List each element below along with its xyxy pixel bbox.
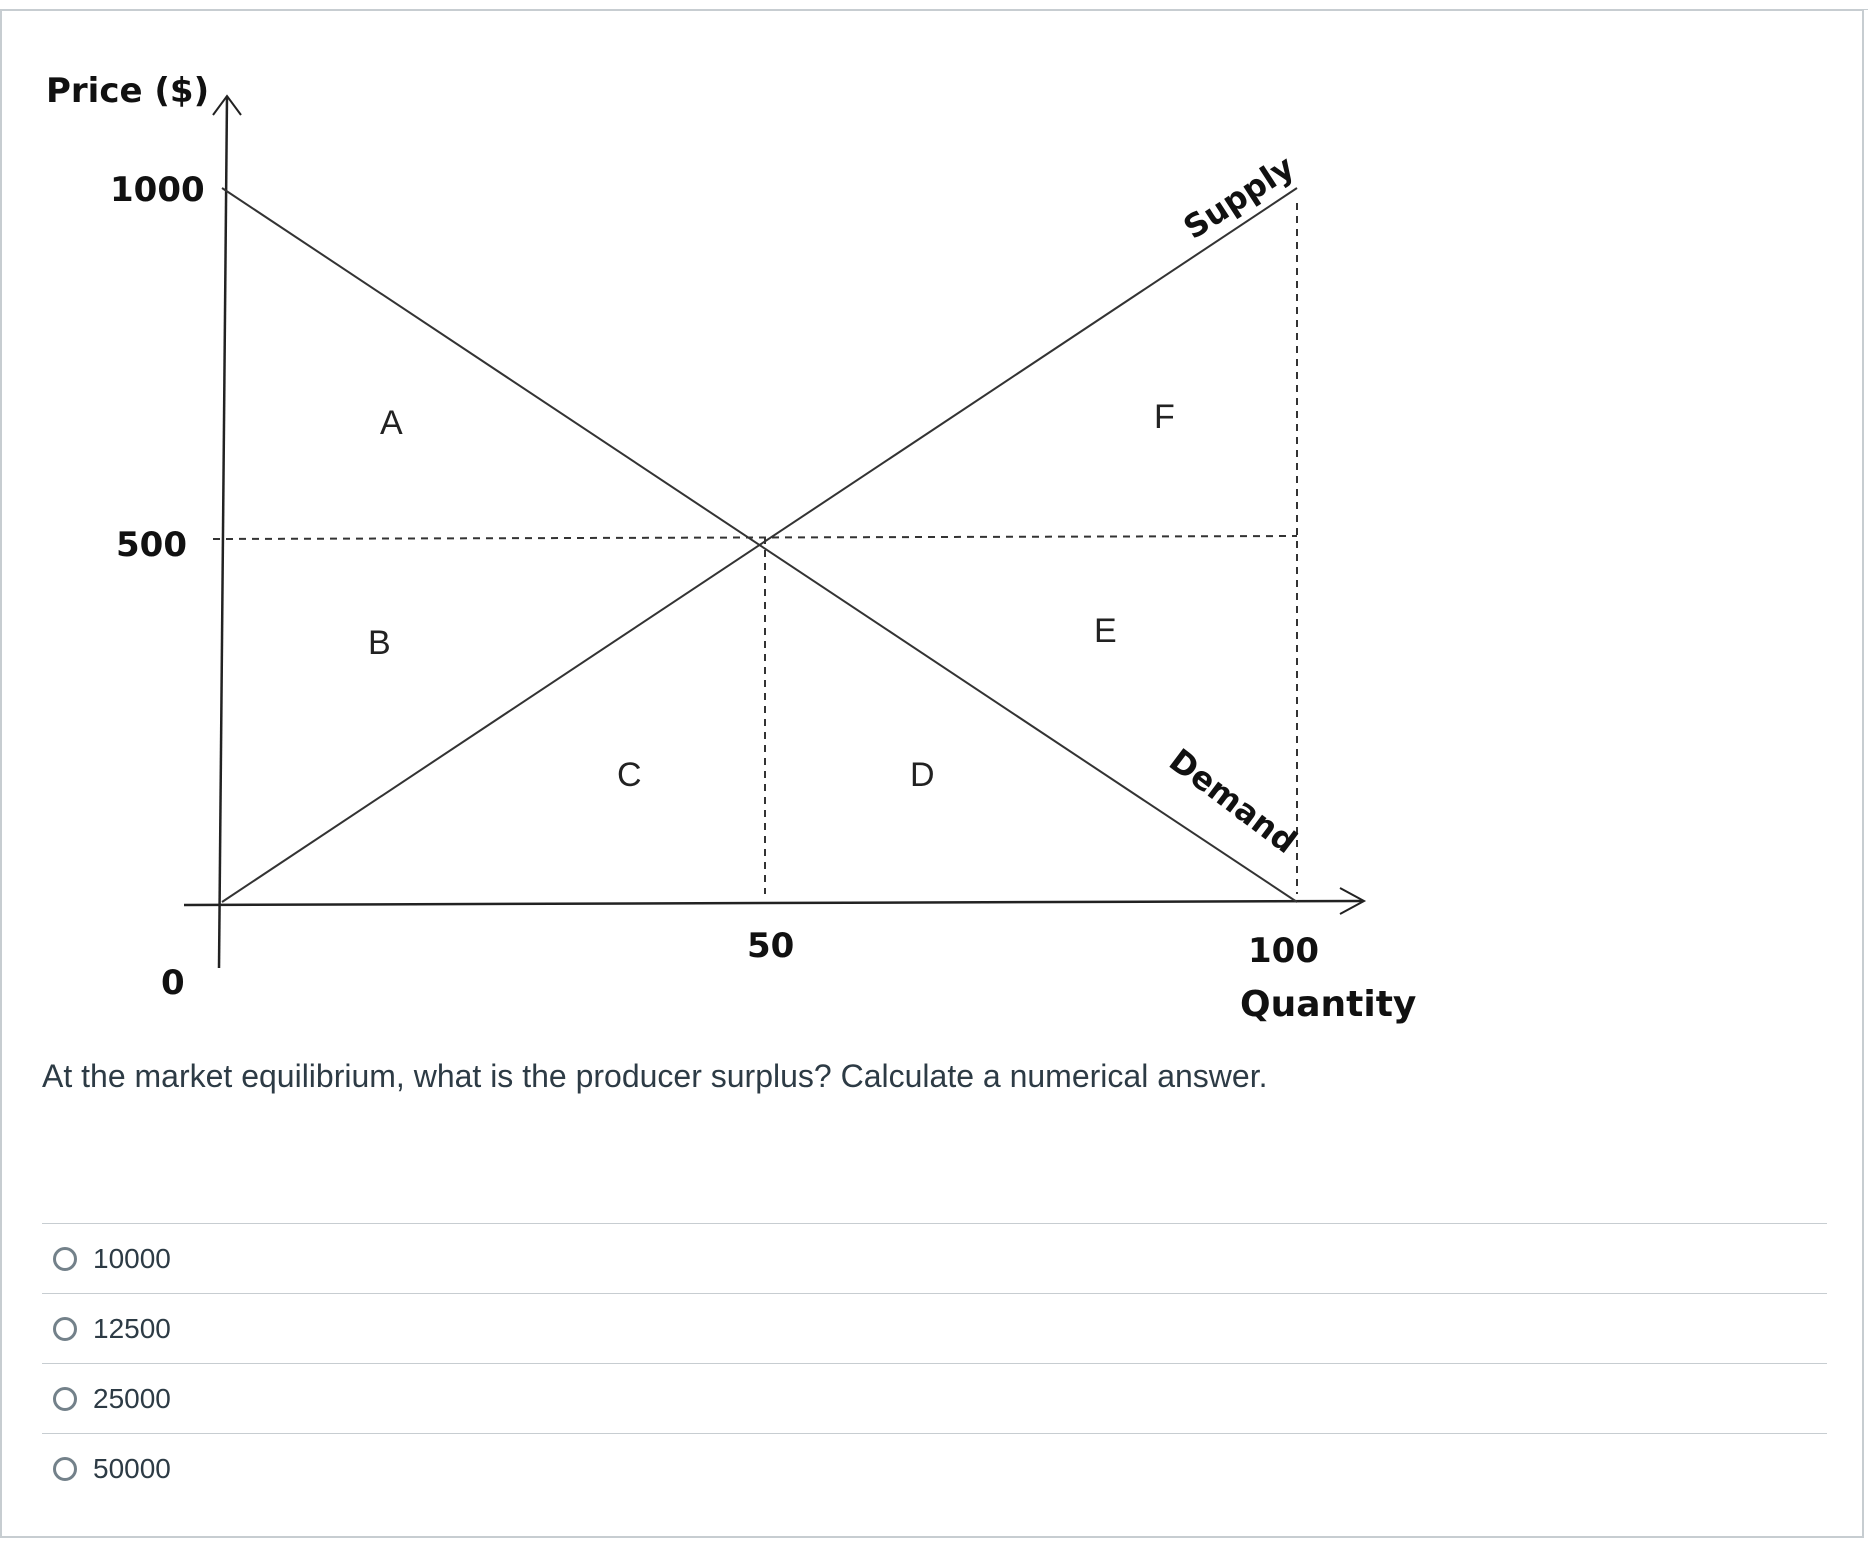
answer-option[interactable] bbox=[42, 1223, 1827, 1293]
y-axis-label: Price ($) bbox=[46, 71, 210, 111]
answer-option[interactable] bbox=[42, 1293, 1827, 1363]
region-label-b: B bbox=[368, 624, 391, 662]
radio-button[interactable] bbox=[53, 1387, 77, 1411]
answer-option[interactable] bbox=[42, 1363, 1827, 1433]
region-label-d: D bbox=[910, 756, 935, 794]
y-tick-0: 0 bbox=[161, 963, 185, 1003]
x-axis-label: Quantity bbox=[1240, 984, 1417, 1025]
y-tick-1000: 1000 bbox=[110, 170, 205, 210]
supply-label: Supply bbox=[1176, 147, 1301, 247]
radio-button[interactable] bbox=[53, 1247, 77, 1271]
region-label-f: F bbox=[1154, 398, 1175, 436]
answer-label: 12500 bbox=[93, 1312, 171, 1344]
x-axis bbox=[184, 901, 1362, 905]
equilibrium-price-guide bbox=[213, 536, 1297, 539]
y-tick-500: 500 bbox=[116, 525, 187, 565]
y-axis bbox=[219, 96, 227, 968]
region-label-a: A bbox=[380, 404, 403, 442]
answer-option[interactable] bbox=[42, 1433, 1827, 1503]
radio-button[interactable] bbox=[53, 1317, 77, 1341]
radio-button[interactable] bbox=[53, 1457, 77, 1481]
region-label-e: E bbox=[1094, 612, 1117, 650]
question-text: At the market equilibrium, what is the producer surplus? Calculate a numerical answer. bbox=[42, 1058, 1268, 1094]
answer-label: 25000 bbox=[93, 1382, 171, 1414]
x-tick-100: 100 bbox=[1248, 931, 1319, 971]
answer-label: 10000 bbox=[93, 1242, 171, 1274]
answer-list bbox=[42, 1223, 1827, 1503]
x-tick-50: 50 bbox=[747, 926, 795, 966]
region-label-c: C bbox=[617, 756, 642, 794]
demand-label: Demand bbox=[1162, 741, 1304, 861]
answer-label: 50000 bbox=[93, 1452, 171, 1484]
